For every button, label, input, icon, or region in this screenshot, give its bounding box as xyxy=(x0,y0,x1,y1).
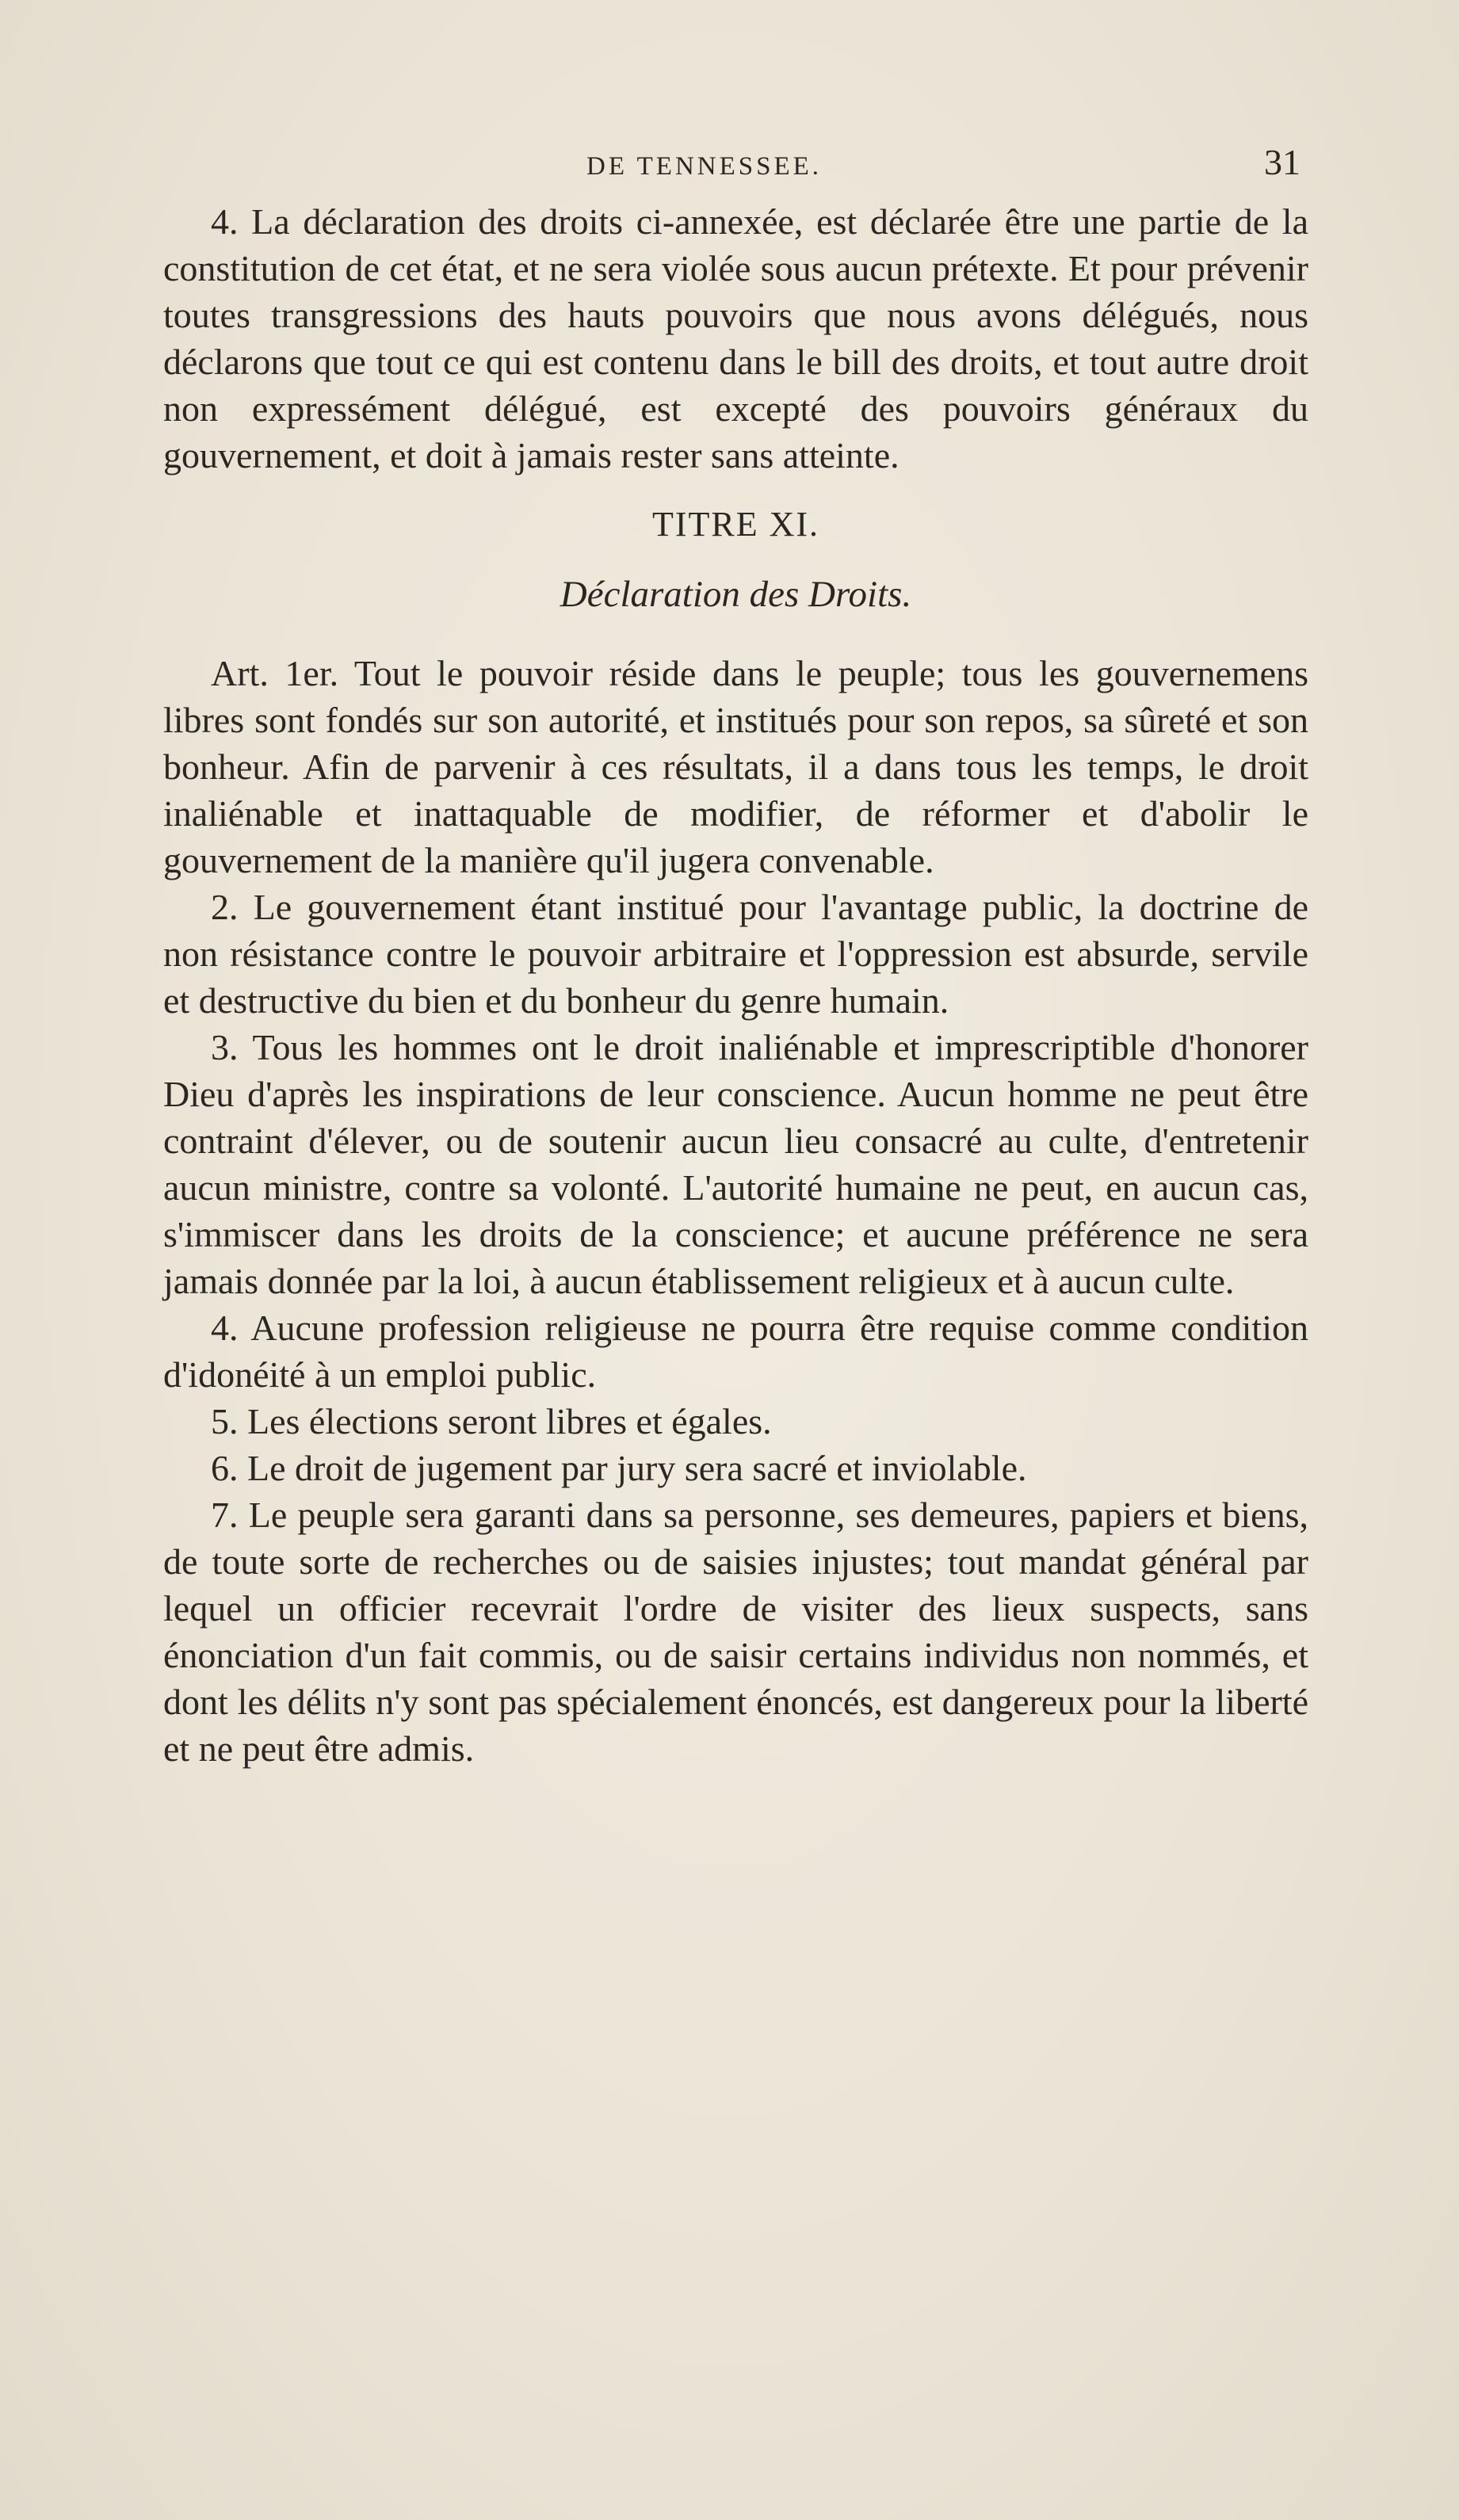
article-5: 5. Les élections seront libres et égales. xyxy=(211,1401,772,1441)
page-body xyxy=(163,198,1308,1772)
article-4: 4. Aucune profession religieuse ne pourra être requise comme condition d'idonéité à un emploi public. xyxy=(163,1308,1308,1395)
article-2: 2. Le gouvernement étant institué pour l'avantage public, la doctrine de non résistance contre le pouvoir arbitraire et l'oppression est absurde, servile et destructive du bien et du bonheur du genre humain. xyxy=(163,887,1308,1021)
article-6: 6. Le droit de jugement par jury sera sacré et inviolable. xyxy=(211,1448,1027,1488)
running-title: DE TENNESSEE. xyxy=(586,152,823,181)
paragraph-article-4-titre-x: 4. La déclaration des droits ci-annexée, est déclarée être une partie de la constitution de cet état, et ne sera violée sous aucun prétexte. Et pour prévenir toutes transgressions des hauts pouvoirs que nous avons délégués, nous déclarons que tout ce qui est contenu dans le bill des droits, et tout autre droit non expressément délégué, est excepté des pouvoirs généraux du gouvernement, et doit à jamais rester sans atteinte. xyxy=(163,201,1308,475)
article-3: 3. Tous les hommes ont le droit inaliénable et imprescriptible d'honorer Dieu d'après les inspirations de leur conscience. Aucun homme ne peut être contraint d'élever, ou de soutenir aucun lieu consacré au culte, d'entretenir aucun ministre, contre sa volonté. L'autorité humaine ne peut, en aucun cas, s'immiscer dans les droits de la conscience; et aucune préférence ne sera jamais donnée par la loi, à aucun établissement religieux et à aucun culte. xyxy=(163,1027,1308,1301)
section-subtitle: Déclaration des Droits. xyxy=(560,574,912,615)
running-head xyxy=(586,141,1300,183)
article-7: 7. Le peuple sera garanti dans sa personne, ses demeures, papiers et biens, de toute sorte de recherches ou de saisies injustes; tout mandat général par lequel un officier recevrait l'ordre de visiter des lieux suspects, sans énonciation d'un fait commis, ou de saisir certains individus non nommés, et dont les délits n'y sont pas spécialement énoncés, est dangereux pour la liberté et ne peut être admis. xyxy=(163,1495,1308,1769)
page-number: 31 xyxy=(1264,142,1300,182)
section-title: TITRE XI. xyxy=(651,505,820,544)
article-1: Art. 1er. Tout le pouvoir réside dans le peuple; tous les gouvernemens libres sont fondés sur son autorité, et institués pour son repos, sa sûreté et son bonheur. Afin de parvenir à ces résultats, il a dans tous les temps, le droit inaliénable et inattaquable de modifier, de réformer et d'abolir le gouvernement de la manière qu'il jugera convenable. xyxy=(163,653,1308,880)
